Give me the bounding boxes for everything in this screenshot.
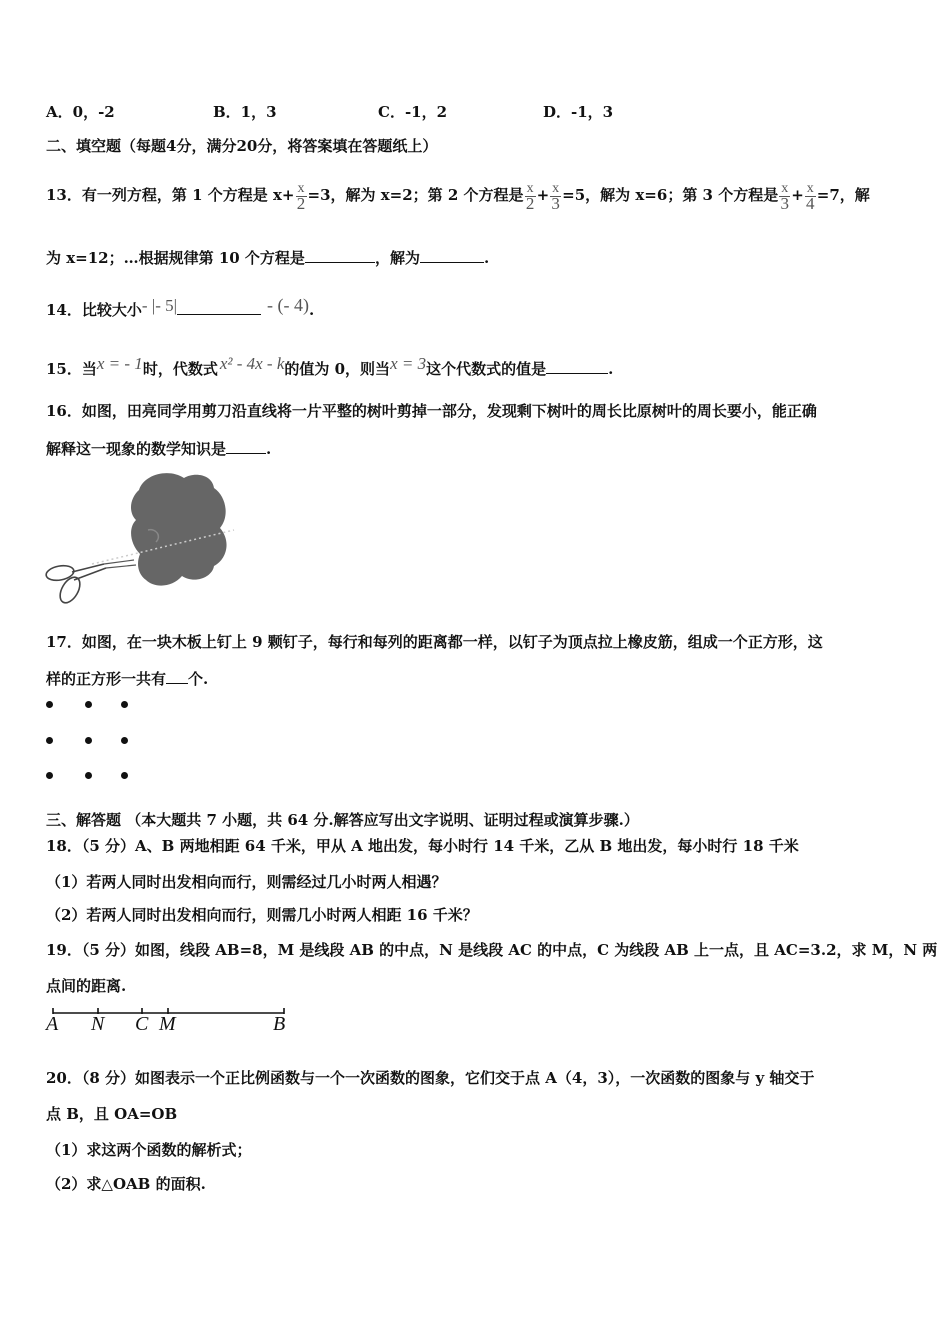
q15-b: 时，代数式 [142,360,218,378]
nail-dot [46,772,53,779]
q13-text-4: =7，解 [816,186,870,204]
q20-sub1: （1）求这两个函数的解析式； [46,1141,252,1159]
q15-d: 这个代数式的值是 [426,360,547,378]
q19-line2: 点间的距离. [46,977,127,995]
scissors-handle-bottom [56,574,84,606]
q13-fraction-2: $\frac{x}{2}$ [525,180,535,213]
label-c: C [135,1013,149,1035]
section3-title: 三、解答题 （本大题共 7 小题，共 64 分.解答应写出文字说明、证明过程或演算步骤.） [46,811,639,829]
q15-c: 的值为 0，则当 [284,360,391,378]
q15-cond2: x = 3 [390,354,427,373]
option-c: C．-1，2 [378,103,448,121]
q13-text-2: =3，解为 x=2；第 2 个方程是 [307,186,524,204]
q19-line1: 19．（5 分）如图，线段 AB=8，M 是线段 AB 的中点，N 是线段 AC 的中点，C 为线段 AB 上一点，且 AC=3.2，求 M，N 两 [46,941,938,959]
q15-e: . [608,360,614,378]
label-b: B [273,1013,286,1035]
nail-dot [85,701,92,708]
nail-dot [46,701,53,708]
nail-dot [121,737,128,744]
q20-sub2: （2）求△OAB 的面积. [46,1175,206,1193]
q13-line2-b: ，解为 [374,249,420,267]
q20-line2: 点 B，且 OA=OB [46,1105,178,1123]
q18-line1: 18．（5 分）A、B 两地相距 64 千米，甲从 A 地出发，每小时行 14 千米，乙从 B 地出发，每小时行 18 千米 [46,837,799,855]
q13-fraction-1: $\frac{x}{2}$ [296,180,306,213]
q15-answer-blank[interactable] [546,359,608,374]
q14-end: . [309,301,315,319]
q16-line2 [46,439,271,459]
q13-line1 [46,176,870,214]
q13-plus-2: + [791,186,804,204]
q13-answer-blank-2[interactable] [420,248,484,263]
section2-title: 二、填空题（每题4分，满分20分，将答案填在答题纸上） [46,137,438,155]
q16-line1: 16．如图，田亮同学用剪刀沿直线将一片平整的树叶剪掉一部分，发现剩下树叶的周长比原树叶的周长要小，能正确 [46,402,817,420]
q18-sub1: （1）若两人同时出发相向而行，则需经过几小时两人相遇？ [46,873,447,891]
q14-expr-right: - (- 4) [267,295,309,315]
q17-answer-blank[interactable] [166,669,188,684]
nail-dot [85,772,92,779]
label-n: N [91,1013,105,1035]
scissors-tip-bottom [106,565,136,568]
q13-fraction-3: $\frac{x}{3}$ [551,180,560,213]
q17-line2-a: 样的正方形一共有 [46,670,167,688]
label-a: A [46,1013,59,1035]
nail-dot [121,772,128,779]
q17-line2 [46,669,208,689]
label-m: M [159,1013,176,1035]
q14-line [46,292,314,323]
q13-fraction-5: $\frac{x}{4}$ [806,180,815,213]
q13-text-1: 13．有一列方程，第 1 个方程是 x+ [46,186,295,204]
q13-line2 [46,248,489,268]
q14-answer-blank[interactable] [177,300,261,315]
q13-line2-a: 为 x=12；…根据规律第 10 个方程是 [46,249,305,267]
q16-end: . [266,440,272,458]
leaf-shape [131,473,227,585]
q13-plus-1: + [536,186,550,204]
q17-line2-b: 个. [188,670,209,688]
q16-line2-text: 解释这一现象的数学知识是 [46,440,227,458]
option-d: D．-1，3 [543,103,614,121]
q13-line2-c: . [483,249,490,267]
option-a: A．0，-2 [46,103,115,121]
q20-line1: 20．（8 分）如图表示一个正比例函数与一个一次函数的图象，它们交于点 A（4，3），一次函数的图象与 y 轴交于 [46,1069,815,1087]
q15-line [46,352,613,381]
nail-dot [46,737,53,744]
q17-line1: 17．如图，在一块木板上钉上 9 颗钉子，每行和每列的距离都一样，以钉子为顶点拉上橡皮筋，组成一个正方形，这 [46,633,823,651]
q13-answer-blank-1[interactable] [305,248,375,263]
q13-text-3: =5，解为 x=6；第 3 个方程是 [562,186,779,204]
nail-dot [121,701,128,708]
q15-a: 15．当 [46,360,97,378]
q18-sub2: （2）若两人同时出发相向而行，则需几小时两人相距 16 千米？ [46,906,478,924]
q14-expr-left: - |- 5| [141,296,178,315]
q15-cond1: x = - 1 [96,354,143,373]
q15-poly: x² - 4x - k [219,354,285,373]
q14-label: 14．比较大小 [46,301,142,319]
scissors-handle-top [45,564,75,583]
leaf-scissors-figure [44,468,239,610]
q13-fraction-4: $\frac{x}{3}$ [780,180,789,213]
q16-answer-blank[interactable] [226,439,266,454]
option-b: B．1，3 [213,103,277,121]
nail-dot [85,737,92,744]
